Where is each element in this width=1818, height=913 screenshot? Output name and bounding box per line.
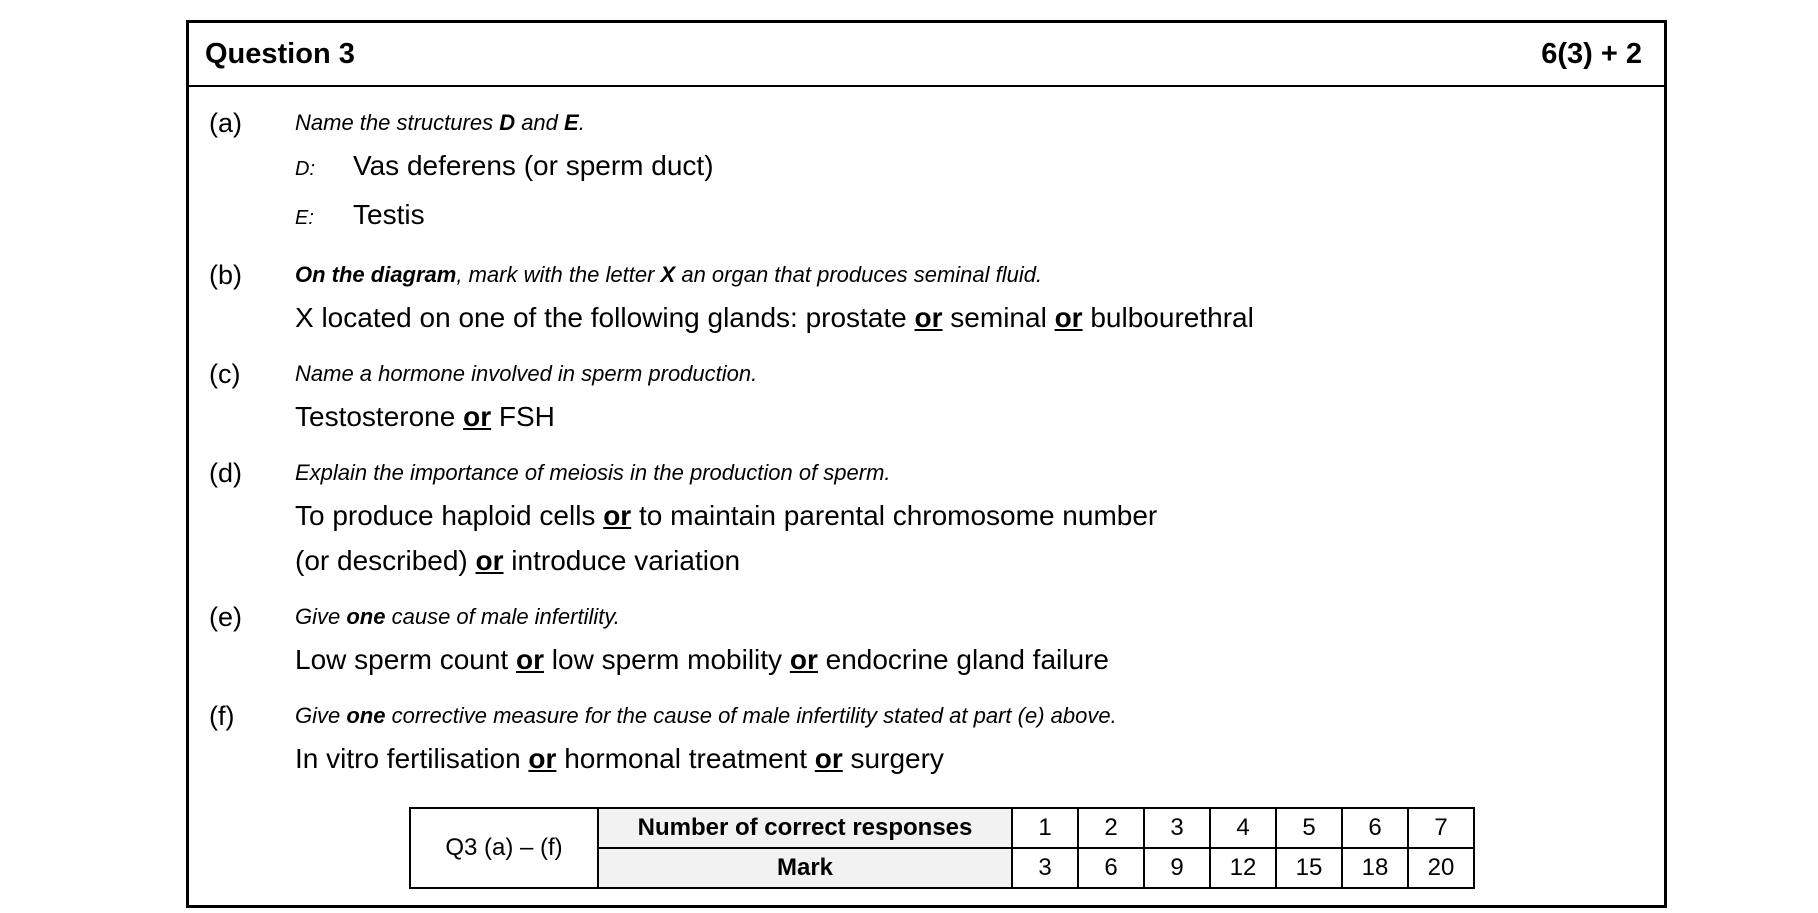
part-label: (e) [209,602,242,632]
part-answers [295,493,1642,583]
part-answers [295,736,1642,781]
marks-cell: 15 [1276,848,1342,888]
answer-line [295,192,1642,241]
text-segment: Give [295,703,347,728]
text-segment: E [564,110,579,135]
part-content [295,103,1642,241]
part-content [295,597,1642,682]
part-label: (c) [209,359,241,389]
text-segment: E: [295,207,314,229]
text-segment: corrective measure for the cause of male infertility stated at part (e) above. [385,703,1117,728]
text-segment: or [516,644,544,675]
text-segment: bulbourethral [1082,302,1254,333]
question-part [209,103,1642,241]
question-part [209,255,1642,340]
text-segment: D: [295,158,315,180]
text-segment: an organ that produces seminal fluid. [675,262,1043,287]
text-segment: Vas deferens (or sperm duct) [353,150,714,181]
text-segment: Explain the importance of meiosis in the production of sperm. [295,460,891,485]
part-prompt [295,103,1642,143]
text-segment: Give [295,604,347,629]
marks-cell: 12 [1210,848,1276,888]
marks-cell: 3 [1012,848,1078,888]
part-content [295,255,1642,340]
text-segment: to maintain parental chromosome number [631,500,1158,531]
text-segment: or [475,545,504,576]
answer-line [295,295,1642,340]
text-segment: Testis [353,199,425,230]
part-label: (f) [209,701,235,731]
part-prompt [295,696,1642,736]
text-segment: hormonal treatment [556,743,815,774]
part-prompt [295,354,1642,394]
responses-cell: 5 [1276,808,1342,848]
text-segment: FSH [491,401,555,432]
mark-table [409,807,1475,889]
part-answers [295,637,1642,682]
responses-cell: 4 [1210,808,1276,848]
text-segment: In vitro fertilisation [295,743,529,774]
text-segment: endocrine gland failure [817,644,1109,675]
responses-cell: 2 [1078,808,1144,848]
question-marks: 6(3) + 2 [1541,37,1642,70]
text-segment: or [603,500,632,531]
question-part [209,354,1642,439]
text-segment: . [578,110,585,135]
text-segment: or [789,644,818,675]
responses-label-cell: Number of correct responses [598,808,1012,848]
question-body [189,87,1664,889]
text-segment: surgery [842,743,944,774]
text-segment: introduce variation [503,545,741,576]
marks-cell: 9 [1144,848,1210,888]
text-segment: seminal [942,302,1055,333]
part-prompt [295,255,1642,295]
part-answers [295,394,1642,439]
answer-line [295,394,1642,439]
part-label: (b) [209,260,242,290]
part-content [295,453,1642,583]
marks-cell: 18 [1342,848,1408,888]
text-segment: one [346,703,386,728]
table-range-cell: Q3 (a) – (f) [410,808,598,888]
part-label: (d) [209,458,242,488]
text-segment: or [814,743,843,774]
answer-line [295,493,1642,538]
part-prompt [295,597,1642,637]
text-segment: cause of male infertility. [385,604,620,629]
text-segment: Name the structures [295,110,500,135]
part-answers [295,295,1642,340]
answer-line [295,143,1642,192]
responses-cell: 1 [1012,808,1078,848]
text-segment: To produce haploid cells [295,500,604,531]
part-label: (a) [209,108,242,138]
marks-cell: 6 [1078,848,1144,888]
text-segment: On the diagram [295,262,457,287]
text-segment: or [463,401,492,432]
text-segment: low sperm mobility [544,644,790,675]
text-segment: one [346,604,386,629]
text-segment: Low sperm count [295,644,516,675]
question-part [209,696,1642,781]
text-segment: , mark with the letter [456,262,661,287]
marks-label-cell: Mark [598,848,1012,888]
marks-cell: 20 [1408,848,1474,888]
responses-cell: 6 [1342,808,1408,848]
part-prompt [295,453,1642,493]
text-segment: X located on one of the following glands: prostate [295,302,915,333]
question-part [209,453,1642,583]
answer-line [295,736,1642,781]
parts-list [209,103,1642,781]
part-content [295,354,1642,439]
text-segment: or [1054,302,1083,333]
answer-line [295,637,1642,682]
text-segment: or [914,302,943,333]
part-content [295,696,1642,781]
answer-line [295,538,1642,583]
text-segment: Testosterone [295,401,464,432]
text-segment: D [499,110,516,135]
text-segment: and [515,110,565,135]
text-segment: (or described) [295,545,476,576]
responses-cell: 3 [1144,808,1210,848]
responses-row [410,808,1474,848]
text-segment: or [528,743,557,774]
question-box [186,20,1667,908]
text-segment: Name a hormone involved in sperm production. [295,361,758,386]
text-segment: X [660,262,676,287]
question-part [209,597,1642,682]
question-header [189,23,1664,87]
part-answers [295,143,1642,241]
question-title: Question 3 [205,37,355,70]
responses-cell: 7 [1408,808,1474,848]
